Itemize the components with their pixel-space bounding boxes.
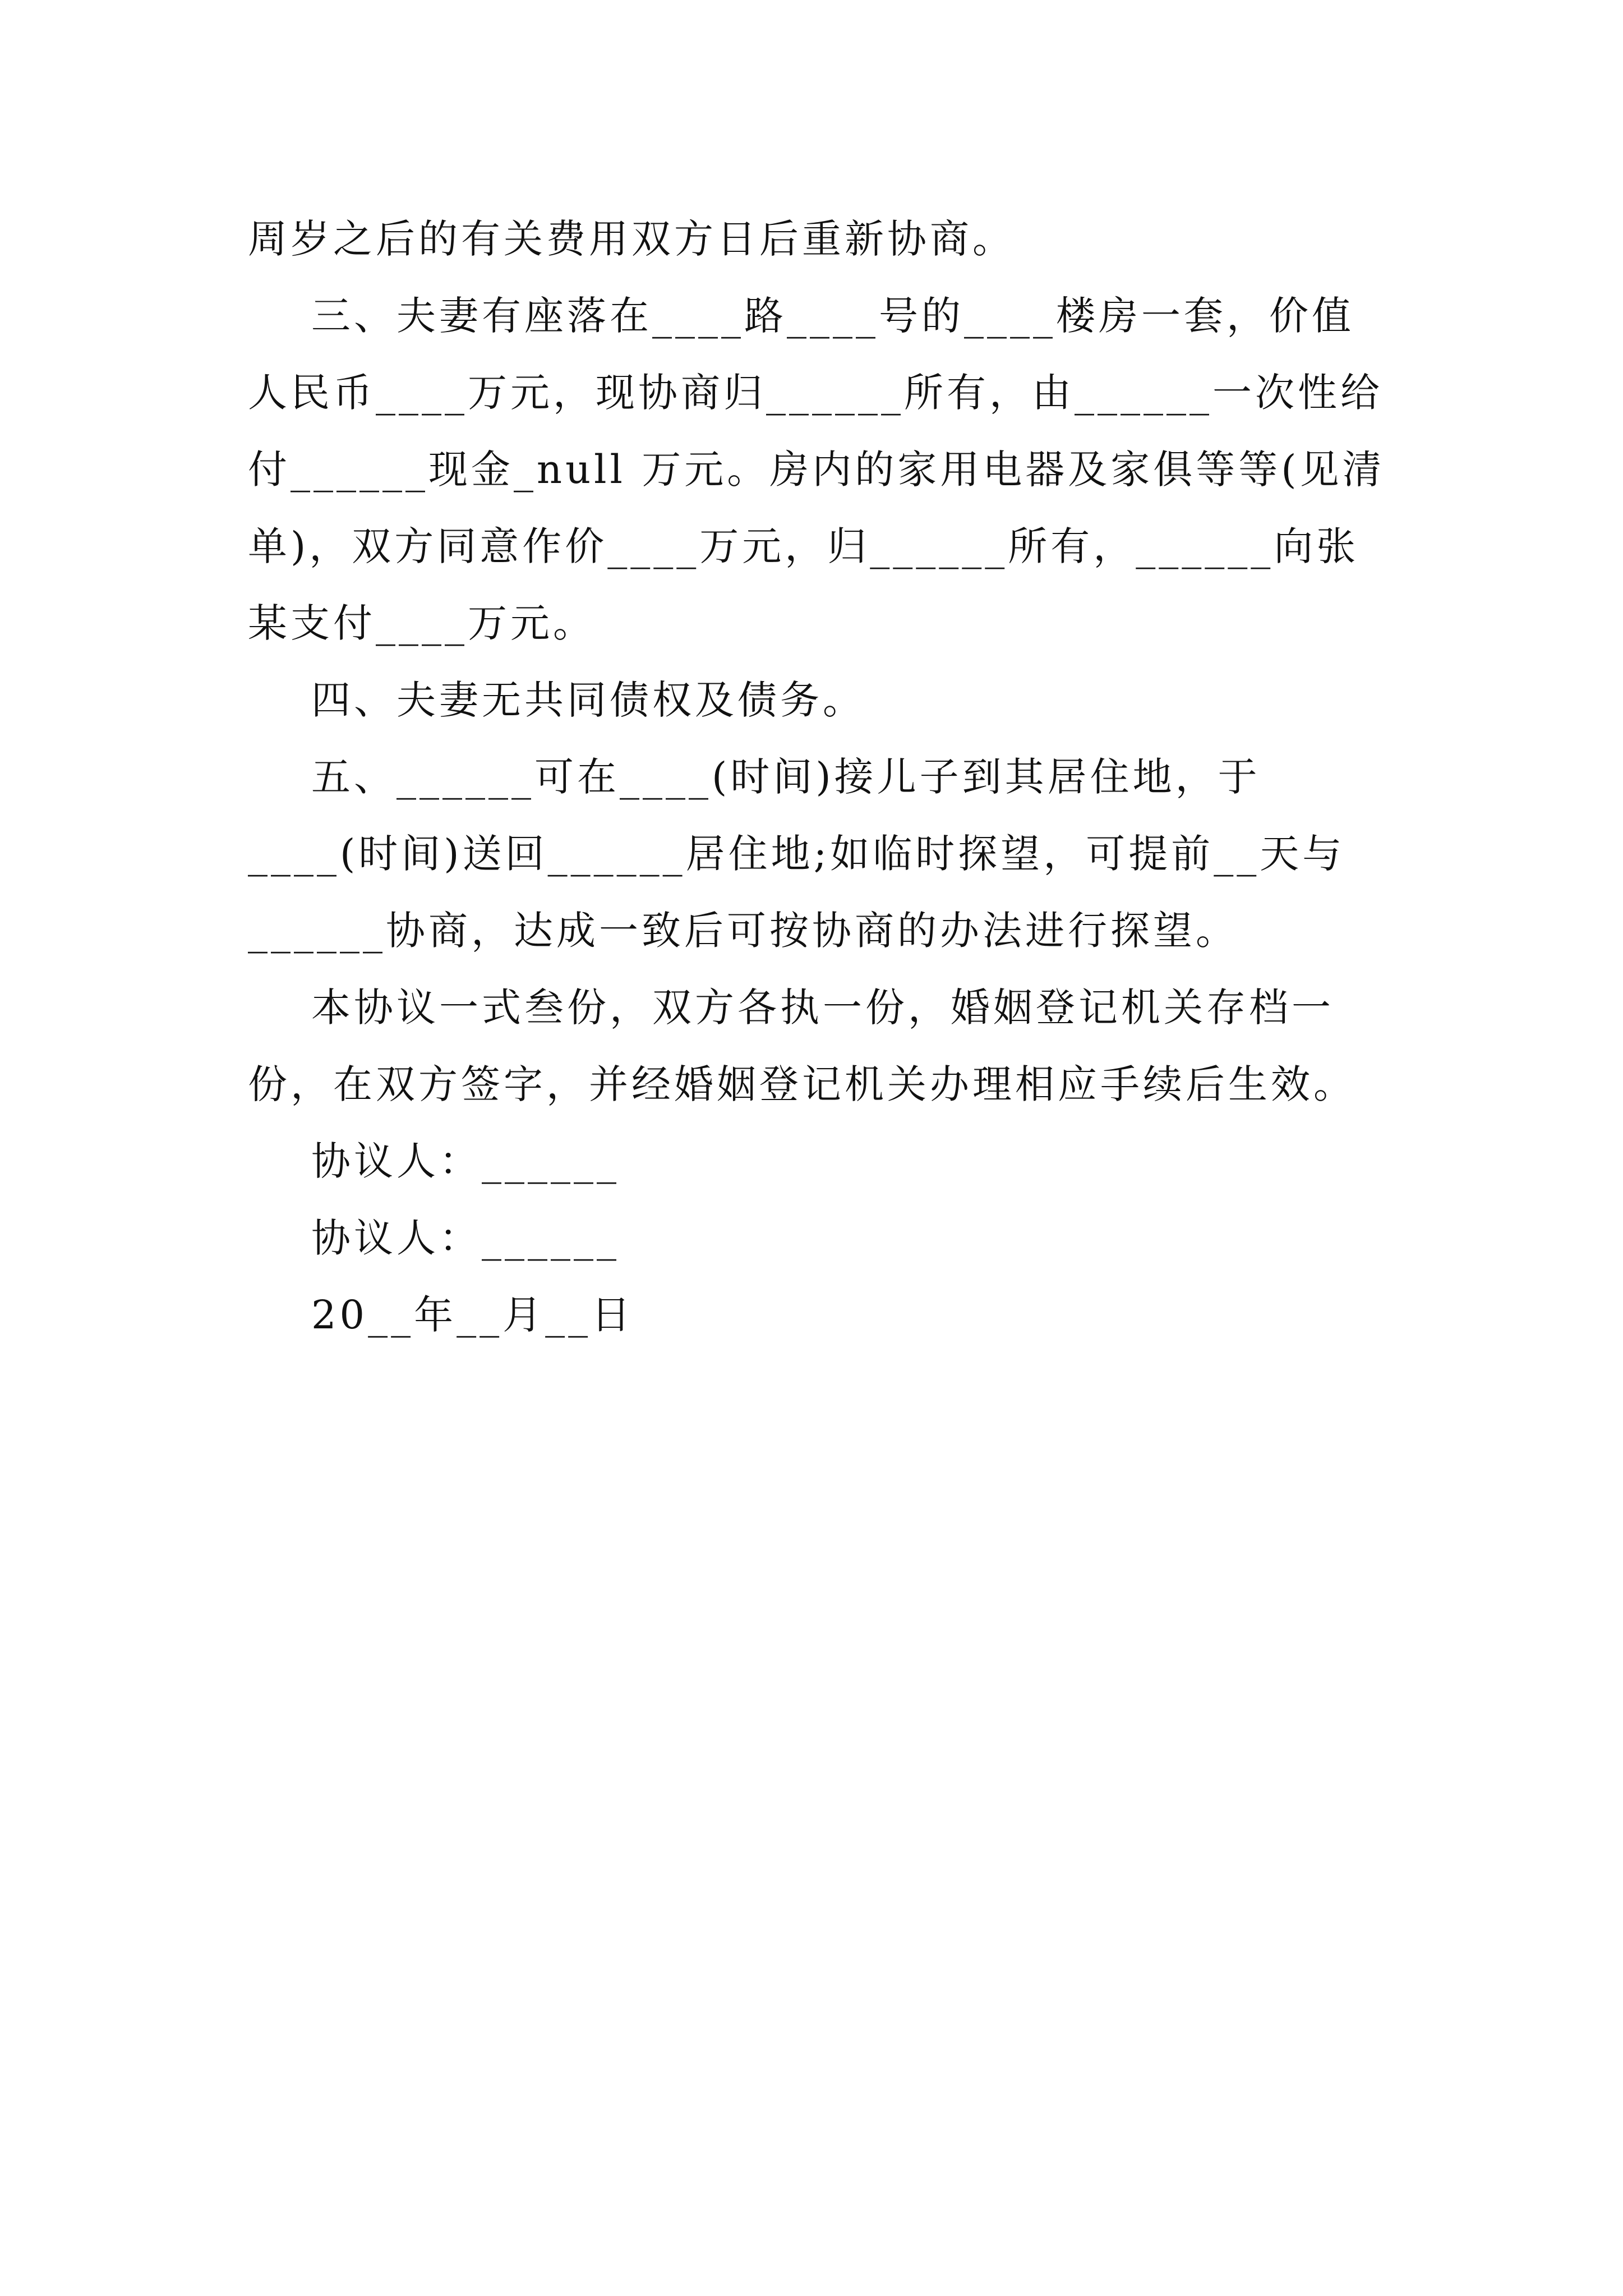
- date-line: 20__年__月__日: [248, 1292, 634, 1338]
- signatory-line: 协议人：______: [248, 1138, 620, 1184]
- text-line: ______协商，达成一致后可按协商的办法进行探望。: [248, 908, 1238, 954]
- text-line: 付______现金_null 万元。房内的家用电器及家俱等等(见清: [248, 447, 1385, 493]
- text-line: ____(时间)送回______居住地;如临时探望，可提前__天与: [248, 831, 1345, 877]
- text-line: 四、夫妻无共同债权及债务。: [248, 677, 866, 723]
- signatory-line: 协议人：______: [248, 1215, 620, 1261]
- text-line: 三、夫妻有座落在____路____号的____楼房一套，价值: [248, 293, 1355, 339]
- text-line: 某支付____万元。: [248, 600, 596, 646]
- text-line: 单)，双方同意作价____万元，归______所有，______向张: [248, 523, 1359, 569]
- text-line: 份，在双方签字，并经婚姻登记机关办理相应手续后生效。: [248, 1061, 1356, 1107]
- text-line: 五、______可在____(时间)接儿子到其居住地，于: [248, 754, 1261, 800]
- text-line: 本协议一式叁份，双方各执一份，婚姻登记机关存档一: [248, 984, 1335, 1030]
- text-line: 人民币____万元，现协商归______所有，由______一次性给: [248, 370, 1383, 416]
- document-body: [248, 201, 1426, 1354]
- text-line: 周岁之后的有关费用双方日后重新协商。: [248, 216, 1015, 262]
